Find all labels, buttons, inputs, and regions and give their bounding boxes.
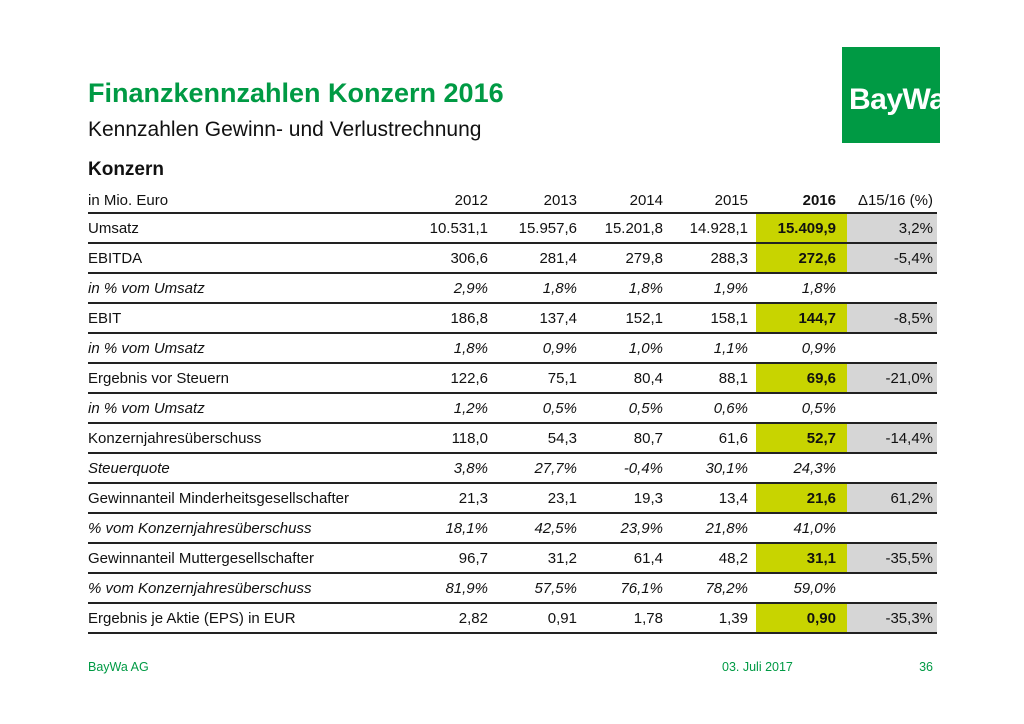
value-2012: 18,1% bbox=[403, 513, 488, 543]
value-2014: 15.201,8 bbox=[577, 213, 663, 243]
value-2014: 23,9% bbox=[577, 513, 663, 543]
value-2015: 1,9% bbox=[663, 273, 756, 303]
value-2015: 288,3 bbox=[663, 243, 756, 273]
col-header-delta: Δ15/16 (%) bbox=[847, 188, 937, 213]
value-2013: 75,1 bbox=[488, 363, 577, 393]
value-2015: 88,1 bbox=[663, 363, 756, 393]
footer-date: 03. Juli 2017 bbox=[722, 660, 793, 674]
value-delta: -5,4% bbox=[847, 243, 937, 273]
value-2013: 42,5% bbox=[488, 513, 577, 543]
value-2015: 30,1% bbox=[663, 453, 756, 483]
value-delta bbox=[847, 513, 937, 543]
value-2012: 10.531,1 bbox=[403, 213, 488, 243]
value-2013: 0,9% bbox=[488, 333, 577, 363]
value-2012: 122,6 bbox=[403, 363, 488, 393]
value-2013: 57,5% bbox=[488, 573, 577, 603]
value-2012: 21,3 bbox=[403, 483, 488, 513]
value-delta: -21,0% bbox=[847, 363, 937, 393]
value-2016: 144,7 bbox=[756, 303, 847, 333]
value-2015: 21,8% bbox=[663, 513, 756, 543]
value-2013: 137,4 bbox=[488, 303, 577, 333]
value-2016: 1,8% bbox=[756, 273, 847, 303]
value-2015: 158,1 bbox=[663, 303, 756, 333]
value-2015: 1,39 bbox=[663, 603, 756, 633]
table-row bbox=[88, 363, 937, 393]
value-2016: 24,3% bbox=[756, 453, 847, 483]
value-delta: -35,3% bbox=[847, 603, 937, 633]
row-label: Konzernjahresüberschuss bbox=[88, 423, 403, 453]
row-label: Steuerquote bbox=[88, 453, 403, 483]
value-2012: 3,8% bbox=[403, 453, 488, 483]
value-delta: 3,2% bbox=[847, 213, 937, 243]
value-2013: 281,4 bbox=[488, 243, 577, 273]
table-row bbox=[88, 423, 937, 453]
value-2013: 23,1 bbox=[488, 483, 577, 513]
value-2015: 78,2% bbox=[663, 573, 756, 603]
table-header-row bbox=[88, 188, 937, 213]
value-2012: 1,8% bbox=[403, 333, 488, 363]
value-2015: 0,6% bbox=[663, 393, 756, 423]
value-2014: 279,8 bbox=[577, 243, 663, 273]
col-header-2016: 2016 bbox=[756, 188, 847, 213]
value-2016: 69,6 bbox=[756, 363, 847, 393]
table-row bbox=[88, 453, 937, 483]
row-label: Ergebnis vor Steuern bbox=[88, 363, 403, 393]
value-2014: 1,8% bbox=[577, 273, 663, 303]
value-2013: 1,8% bbox=[488, 273, 577, 303]
value-2013: 0,91 bbox=[488, 603, 577, 633]
value-2012: 1,2% bbox=[403, 393, 488, 423]
value-2012: 2,9% bbox=[403, 273, 488, 303]
value-2016: 0,5% bbox=[756, 393, 847, 423]
value-2013: 27,7% bbox=[488, 453, 577, 483]
value-2016: 0,9% bbox=[756, 333, 847, 363]
row-label: Ergebnis je Aktie (EPS) in EUR bbox=[88, 603, 403, 633]
row-label: Gewinnanteil Minderheitsgesellschafter bbox=[88, 483, 403, 513]
table-row bbox=[88, 243, 937, 273]
value-2014: 80,4 bbox=[577, 363, 663, 393]
table-row bbox=[88, 273, 937, 303]
value-2016: 0,90 bbox=[756, 603, 847, 633]
value-2016: 31,1 bbox=[756, 543, 847, 573]
value-2014: 19,3 bbox=[577, 483, 663, 513]
table-row bbox=[88, 483, 937, 513]
col-header-2012: 2012 bbox=[403, 188, 488, 213]
value-delta bbox=[847, 573, 937, 603]
row-label: Umsatz bbox=[88, 213, 403, 243]
row-label: in % vom Umsatz bbox=[88, 393, 403, 423]
value-2016: 52,7 bbox=[756, 423, 847, 453]
value-delta: 61,2% bbox=[847, 483, 937, 513]
value-2014: 0,5% bbox=[577, 393, 663, 423]
value-2013: 0,5% bbox=[488, 393, 577, 423]
value-2012: 186,8 bbox=[403, 303, 488, 333]
col-header-2013: 2013 bbox=[488, 188, 577, 213]
row-label: % vom Konzernjahresüberschuss bbox=[88, 513, 403, 543]
value-2013: 54,3 bbox=[488, 423, 577, 453]
value-2014: -0,4% bbox=[577, 453, 663, 483]
value-2016: 21,6 bbox=[756, 483, 847, 513]
section-heading: Konzern bbox=[88, 159, 164, 180]
row-label: EBITDA bbox=[88, 243, 403, 273]
row-label: % vom Konzernjahresüberschuss bbox=[88, 573, 403, 603]
value-delta: -14,4% bbox=[847, 423, 937, 453]
value-delta bbox=[847, 333, 937, 363]
value-delta bbox=[847, 273, 937, 303]
value-2015: 1,1% bbox=[663, 333, 756, 363]
value-2016: 15.409,9 bbox=[756, 213, 847, 243]
row-label: EBIT bbox=[88, 303, 403, 333]
value-2012: 118,0 bbox=[403, 423, 488, 453]
financial-table bbox=[88, 188, 937, 634]
baywa-logo bbox=[842, 47, 946, 143]
col-header-2015: 2015 bbox=[663, 188, 756, 213]
table-row bbox=[88, 573, 937, 603]
footer-company: BayWa AG bbox=[88, 660, 149, 674]
value-2015: 48,2 bbox=[663, 543, 756, 573]
table-row bbox=[88, 303, 937, 333]
value-2015: 13,4 bbox=[663, 483, 756, 513]
value-2016: 41,0% bbox=[756, 513, 847, 543]
value-2014: 1,78 bbox=[577, 603, 663, 633]
value-2014: 80,7 bbox=[577, 423, 663, 453]
baywa-logo-text: BayWa bbox=[849, 83, 946, 116]
table-body bbox=[88, 213, 937, 633]
value-2014: 76,1% bbox=[577, 573, 663, 603]
value-2012: 306,6 bbox=[403, 243, 488, 273]
value-2013: 31,2 bbox=[488, 543, 577, 573]
value-2014: 61,4 bbox=[577, 543, 663, 573]
value-delta bbox=[847, 393, 937, 423]
value-delta: -8,5% bbox=[847, 303, 937, 333]
table-row bbox=[88, 513, 937, 543]
table-row bbox=[88, 333, 937, 363]
row-label: in % vom Umsatz bbox=[88, 333, 403, 363]
page-subtitle: Kennzahlen Gewinn- und Verlustrechnung bbox=[88, 118, 482, 141]
value-2012: 81,9% bbox=[403, 573, 488, 603]
value-delta bbox=[847, 453, 937, 483]
value-2014: 1,0% bbox=[577, 333, 663, 363]
value-2014: 152,1 bbox=[577, 303, 663, 333]
value-2015: 61,6 bbox=[663, 423, 756, 453]
value-2013: 15.957,6 bbox=[488, 213, 577, 243]
value-2016: 59,0% bbox=[756, 573, 847, 603]
row-label: in % vom Umsatz bbox=[88, 273, 403, 303]
table-row bbox=[88, 543, 937, 573]
value-2016: 272,6 bbox=[756, 243, 847, 273]
page-title: Finanzkennzahlen Konzern 2016 bbox=[88, 78, 504, 108]
value-delta: -35,5% bbox=[847, 543, 937, 573]
table-row bbox=[88, 603, 937, 633]
table-row bbox=[88, 393, 937, 423]
col-header-2014: 2014 bbox=[577, 188, 663, 213]
value-2012: 2,82 bbox=[403, 603, 488, 633]
table-row bbox=[88, 213, 937, 243]
row-label: Gewinnanteil Muttergesellschafter bbox=[88, 543, 403, 573]
unit-label: in Mio. Euro bbox=[88, 188, 403, 213]
value-2012: 96,7 bbox=[403, 543, 488, 573]
footer-page-number: 36 bbox=[919, 660, 933, 674]
value-2015: 14.928,1 bbox=[663, 213, 756, 243]
